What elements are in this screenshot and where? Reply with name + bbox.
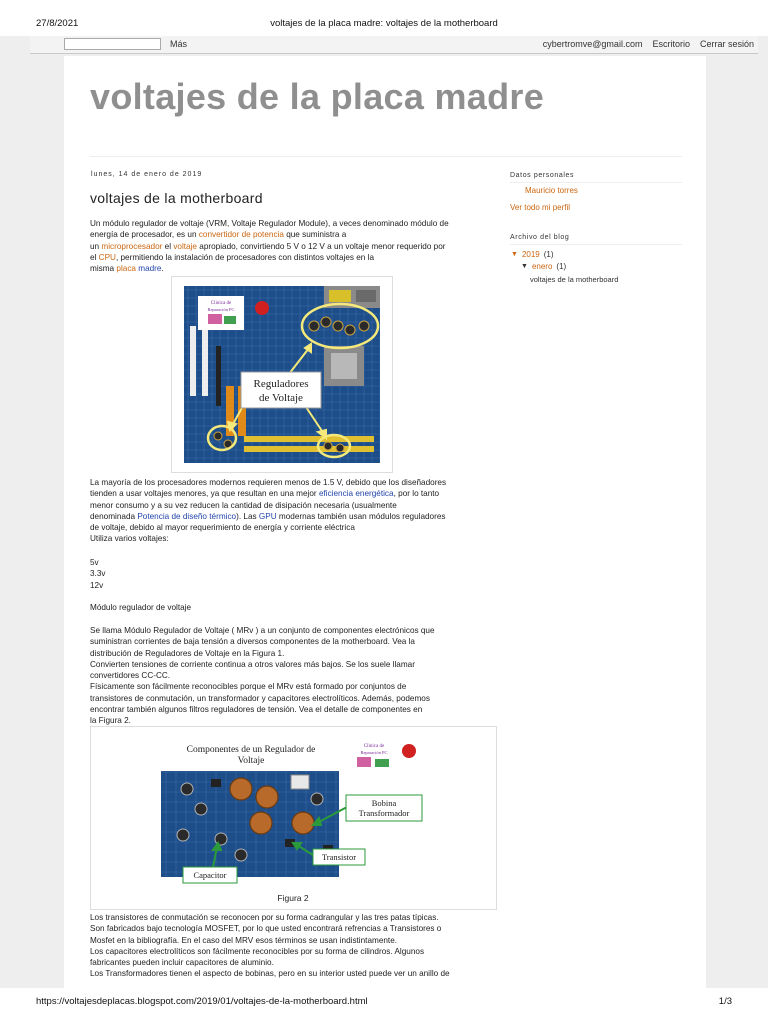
text-span: el xyxy=(90,252,99,262)
navbar-email[interactable]: cybertromve@gmail.com xyxy=(542,39,643,49)
text-line: Utiliza varios voltajes: xyxy=(90,534,169,544)
text-span: , permitiendo la instalación de procesadores con distintos voltajes en la xyxy=(115,252,375,262)
navbar-more-link[interactable]: Más xyxy=(170,39,188,49)
text-span: tienden a usar voltajes menores, ya que resultan en una mejor xyxy=(90,489,319,499)
figure1-label-line2: de Voltaje xyxy=(259,392,303,404)
month-toggle-icon[interactable]: ▼ xyxy=(521,263,528,270)
text-span: el xyxy=(162,241,174,251)
link-placa[interactable]: placa xyxy=(116,264,136,274)
text-line: Los transistores de conmutación se reconocen por su forma cadrangular y las tres patas típicas. xyxy=(90,913,439,922)
link-eficiencia-energetica[interactable]: eficiencia energética xyxy=(318,489,394,499)
post-paragraph-4 xyxy=(90,912,468,980)
figure2-logo-line1: Clinica de xyxy=(363,744,385,749)
archive-year-row xyxy=(511,250,554,259)
figure1-logo-line2: Reparación PC xyxy=(207,307,235,312)
text-span: un xyxy=(90,241,102,251)
link-potencia-diseno-termico[interactable]: Potencia de diseño térmico xyxy=(137,511,237,521)
link-cpu[interactable]: CPU xyxy=(98,252,116,262)
archive-month-count: (1) xyxy=(556,262,567,271)
label-bobina-line2: Transformador xyxy=(358,808,410,818)
text-span: , por lo tanto xyxy=(393,489,440,499)
text-line: Los Transformadores tienen el aspecto de bobinas, pero en su interior usted puede ver un anillo de xyxy=(90,969,450,979)
figure2-title-line1: Componentes de un Regulador de xyxy=(186,745,316,755)
year-toggle-icon[interactable]: ▼ xyxy=(511,251,518,258)
print-page-number: 1/3 xyxy=(718,996,732,1007)
navbar-desktop-link[interactable]: Escritorio xyxy=(652,39,690,49)
section-subheading xyxy=(90,602,468,613)
text-line: La mayoría de los procesadores modernos requieren menos de 1.5 V, debido que los diseñadores xyxy=(90,478,447,487)
text-span: energía de procesador, es un xyxy=(90,230,199,240)
voltage-list xyxy=(90,557,468,591)
archive-month-link[interactable]: enero xyxy=(531,262,553,271)
link-microprocesador[interactable]: microprocesador xyxy=(101,241,163,251)
text-line: Mosfet en la bibliografía. En el caso del MRV esos términos se usan indistintamente. xyxy=(90,935,398,945)
text-line: Los capacitores electrolíticos son fácilmente reconocibles por su forma de cilindros. Algunos xyxy=(90,946,425,956)
post-title[interactable]: voltajes de la motherboard xyxy=(90,190,263,206)
text-line: Se llama Módulo Regulador de Voltaje ( MRv ) a un conjunto de componentes electrónicos que xyxy=(90,626,435,635)
text-span: que suministra a xyxy=(283,230,347,240)
text-span: misma xyxy=(90,264,117,274)
sidebar-archive-heading: Archivo del blog xyxy=(510,234,570,241)
archive-post-link[interactable]: voltajes de la motherboard xyxy=(530,275,619,284)
text-span: . xyxy=(161,264,164,274)
link-voltaje[interactable]: voltaje xyxy=(173,241,197,251)
text-line: menor consumo y a su vez reducen la cantidad de disipación necesaria (usualmente xyxy=(90,500,397,510)
print-header xyxy=(0,18,768,32)
archive-year-count: (1) xyxy=(543,250,554,259)
text-span: ). Las xyxy=(236,511,259,521)
text-line: Un módulo regulador de voltaje (VRM, Voltaje Regulador Module), a veces denominado módulo de xyxy=(90,219,449,228)
text-line: Son fabricados bajo tecnología MOSFET, por lo que usted encontrará refrencias a Transistores o xyxy=(90,924,442,934)
header-divider xyxy=(90,156,682,157)
post-paragraph-2 xyxy=(90,477,468,545)
figure2-caption: Figura 2 xyxy=(277,893,309,903)
label-bobina-line1: Bobina xyxy=(371,798,397,808)
figure1-label-line1: Reguladores xyxy=(253,378,309,390)
voltage-item: 12v xyxy=(90,580,104,590)
figure2-logo-line2: Reparación PC xyxy=(360,750,388,755)
text-line: la Figura 2. xyxy=(90,716,131,726)
text-line: convertidores CC-CC. xyxy=(90,671,171,681)
link-madre[interactable]: madre xyxy=(138,264,162,274)
subheading-text: Módulo regulador de voltaje xyxy=(90,603,192,612)
text-line: Físicamente son fácilmente reconocibles porque el MRv está formado por conjuntos de xyxy=(90,682,407,692)
text-line: suministran corrientes de baja tensión a diversos componentes de la motherboard. Vea la xyxy=(90,637,415,647)
text-line: encontrar también algunos filtros reguladores de tensión. Vea el detalle de componentes en xyxy=(90,705,423,715)
navbar-search-input[interactable] xyxy=(64,38,161,50)
link-convertidor-potencia[interactable]: convertidor de potencia xyxy=(198,230,284,240)
motherboard-image xyxy=(184,286,380,463)
print-title: voltajes de la placa madre: voltajes de la motherboard xyxy=(270,18,498,29)
sidebar-profile-heading: Datos personales xyxy=(510,172,575,179)
figure-2[interactable] xyxy=(90,726,497,910)
link-gpu[interactable]: GPU xyxy=(258,511,277,521)
label-capacitor: Capacitor xyxy=(193,870,227,880)
text-line: Convierten tensiones de corriente continua a otros valores más bajos. Se los suele llamar xyxy=(90,659,415,669)
sidebar-profile-link[interactable]: Ver todo mi perfil xyxy=(510,203,571,212)
figure2-title-line2: Voltaje xyxy=(237,756,265,766)
print-url: https://voltajesdeplacas.blogspot.com/2019/01/voltajes-de-la-motherboard.html xyxy=(36,996,368,1007)
print-date: 27/8/2021 xyxy=(36,18,79,29)
blog-title[interactable]: voltajes de la placa madre xyxy=(90,76,545,117)
text-line: distribución de Reguladores de Voltaje en la Figura 1. xyxy=(90,648,285,658)
post-paragraph-3 xyxy=(90,625,468,727)
navbar-user-links xyxy=(543,39,754,49)
voltage-item: 5v xyxy=(90,558,99,567)
post-paragraph-1 xyxy=(90,218,468,274)
figure-1[interactable] xyxy=(171,276,393,473)
archive-year-link[interactable]: 2019 xyxy=(521,250,540,259)
navbar-logout-link[interactable]: Cerrar sesión xyxy=(699,39,754,49)
text-line: transistores de conmutación, un transformador y capacitores electrolíticos. Además, podemos xyxy=(90,693,430,703)
text-span: modernas también usan módulos reguladores xyxy=(276,511,446,521)
sidebar-divider xyxy=(510,244,682,245)
text-span: apropiado, convirtiendo 5 V o 12 V a un voltaje menor requerido por xyxy=(196,241,446,251)
text-line: fabricantes pueden incluir capacitores de aluminio. xyxy=(90,958,274,968)
text-span: denominada xyxy=(90,511,138,521)
sidebar-profile-name[interactable]: Mauricio torres xyxy=(525,186,578,195)
figure1-logo-line1: Clinica de xyxy=(210,301,232,306)
archive-month-row xyxy=(521,262,566,271)
sidebar-divider xyxy=(510,182,682,183)
text-line: de voltaje, debido al mayor requerimiento de energía y corriente eléctrica xyxy=(90,523,355,533)
label-transistor: Transistor xyxy=(321,852,357,862)
post-date: lunes, 14 de enero de 2019 xyxy=(91,171,203,178)
voltage-item: 3.3v xyxy=(90,569,106,579)
blogger-navbar xyxy=(30,36,758,54)
vrm-components-image xyxy=(91,727,496,909)
